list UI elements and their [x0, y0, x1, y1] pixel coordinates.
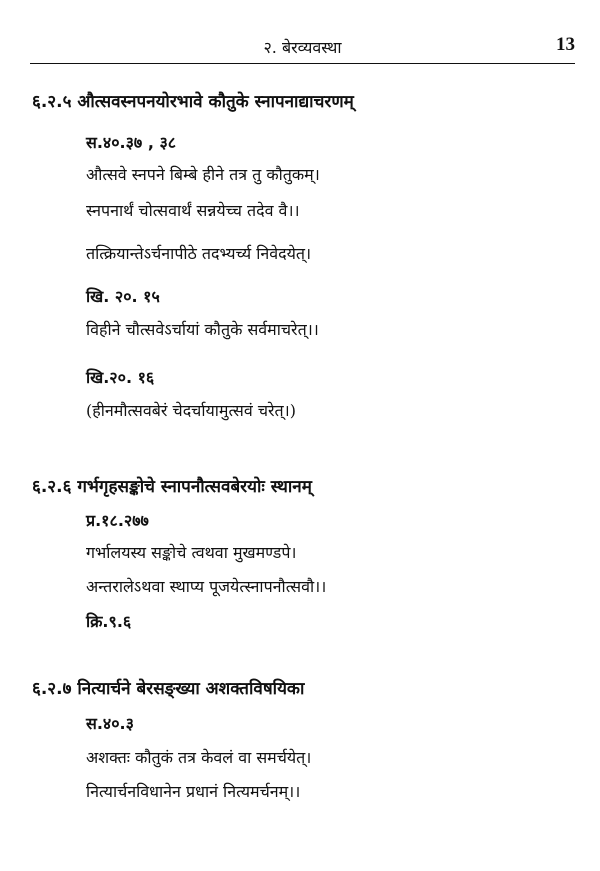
source-reference: प्र.१८.२७७ [86, 511, 149, 530]
verse-line: स्नपनार्थं चोत्सवार्थं सन्नयेच्च तदेव वै।। [86, 201, 300, 220]
source-reference: स.४०.३७ , ३८ [86, 133, 177, 152]
running-header [30, 30, 575, 64]
verse-line: विहीने चौत्सवेऽर्चायां कौतुके सर्वमाचरेत्।। [86, 320, 319, 339]
section-heading-6-2-7: ६.२.७ नित्यार्चने बेरसङ्ख्या अशक्तविषयिका [32, 679, 305, 699]
verse-line: नित्यार्चनविधानेन प्रधानं नित्यमर्चनम्।। [86, 782, 301, 801]
verse-line: अशक्तः कौतुकं तत्र केवलं वा समर्चयेत्। [86, 748, 312, 767]
section-heading-6-2-6: ६.२.६ गर्भगृहसङ्कोचे स्नापनौत्सवबेरयोः स्थानम् [32, 477, 312, 497]
page-number: 13 [556, 34, 575, 55]
verse-line: गर्भालयस्य सङ्कोचे त्वथवा मुखमण्डपे। [86, 543, 297, 562]
verse-line: अन्तरालेऽथवा स्थाप्य पूजयेत्स्नापनौत्सवौ।। [86, 577, 327, 596]
chapter-title: २. बेरव्यवस्था [263, 38, 342, 57]
section-heading-6-2-5: ६.२.५ औत्सवस्नपनयोरभावे कौतुके स्नापनाद्याचरणम् [32, 92, 354, 112]
verse-line: (हीनमौत्सवबेरं चेदर्चायामुत्सवं चरेत्।) [86, 401, 296, 420]
source-reference: स.४०.३ [86, 714, 134, 733]
header-rule [30, 63, 575, 64]
source-reference: खि. २०. १५ [86, 287, 160, 306]
source-reference: खि.२०. १६ [86, 368, 155, 387]
verse-line: तत्क्रियान्तेऽर्चनापीठे तदभ्यर्च्य निवेदयेत्। [86, 244, 312, 263]
source-reference: क्रि.९.६ [86, 612, 132, 631]
verse-line: औत्सवे स्नपने बिम्बे हीने तत्र तु कौतुकम्। [86, 165, 320, 184]
